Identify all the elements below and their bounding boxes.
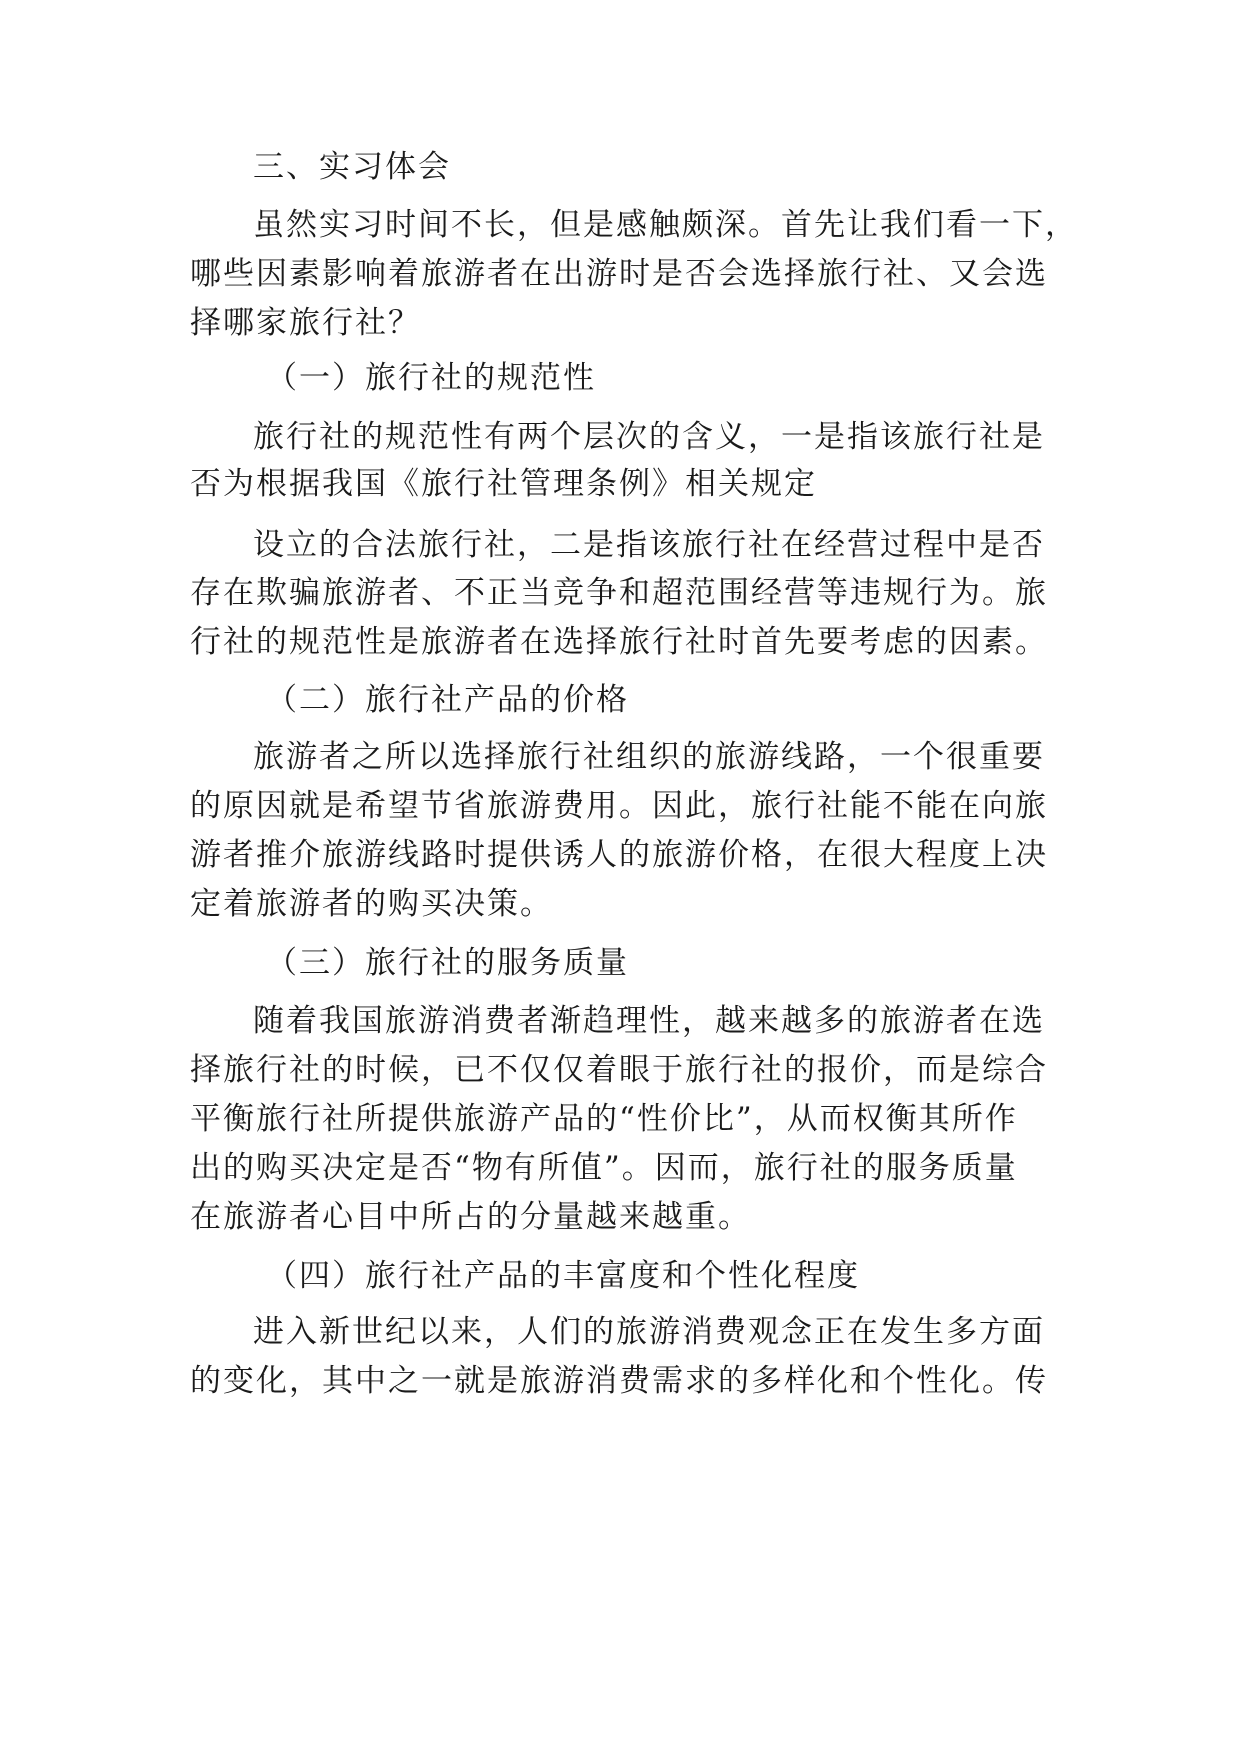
body-line: 进入新世纪以来，人们的旅游消费观念正在发生多方面 <box>253 1314 1045 1350</box>
intro-line: 虽然实习时间不长，但是感触颇深。首先让我们看一下， <box>253 207 1078 243</box>
body-line: 游者推介旅游线路时提供诱人的旅游价格，在很大程度上决 <box>190 837 1048 873</box>
body-line: 否为根据我国《旅行社管理条例》相关规定 <box>190 466 817 502</box>
subheading-2: （二）旅行社产品的价格 <box>266 682 629 718</box>
intro-line: 哪些因素影响着旅游者在出游时是否会选择旅行社、又会选 <box>190 256 1048 292</box>
body-line: 出的购买决定是否“物有所值”。因而，旅行社的服务质量 <box>190 1150 1018 1186</box>
body-line: 择旅行社的时候，已不仅仅着眼于旅行社的报价，而是综合 <box>190 1052 1048 1088</box>
body-line: 行社的规范性是旅游者在选择旅行社时首先要考虑的因素。 <box>190 624 1048 660</box>
body-line: 旅游者之所以选择旅行社组织的旅游线路，一个很重要 <box>253 739 1045 775</box>
body-line: 的原因就是希望节省旅游费用。因此，旅行社能不能在向旅 <box>190 788 1048 824</box>
body-line: 在旅游者心目中所占的分量越来越重。 <box>190 1199 751 1235</box>
subheading-4: （四）旅行社产品的丰富度和个性化程度 <box>266 1258 860 1294</box>
body-line: 设立的合法旅行社，二是指该旅行社在经营过程中是否 <box>253 527 1045 563</box>
intro-line: 择哪家旅行社？ <box>190 305 421 341</box>
body-line: 平衡旅行社所提供旅游产品的“性价比”，从而权衡其所作 <box>190 1101 1018 1137</box>
body-line: 的变化，其中之一就是旅游消费需求的多样化和个性化。传 <box>190 1363 1048 1399</box>
section-heading: 三、实习体会 <box>253 149 451 185</box>
subheading-3: （三）旅行社的服务质量 <box>266 945 629 981</box>
body-line: 定着旅游者的购买决策。 <box>190 886 553 922</box>
subheading-1: （一）旅行社的规范性 <box>266 360 596 396</box>
body-line: 随着我国旅游消费者渐趋理性，越来越多的旅游者在选 <box>253 1003 1045 1039</box>
body-line: 存在欺骗旅游者、不正当竞争和超范围经营等违规行为。旅 <box>190 575 1048 611</box>
body-line: 旅行社的规范性有两个层次的含义，一是指该旅行社是 <box>253 419 1045 455</box>
